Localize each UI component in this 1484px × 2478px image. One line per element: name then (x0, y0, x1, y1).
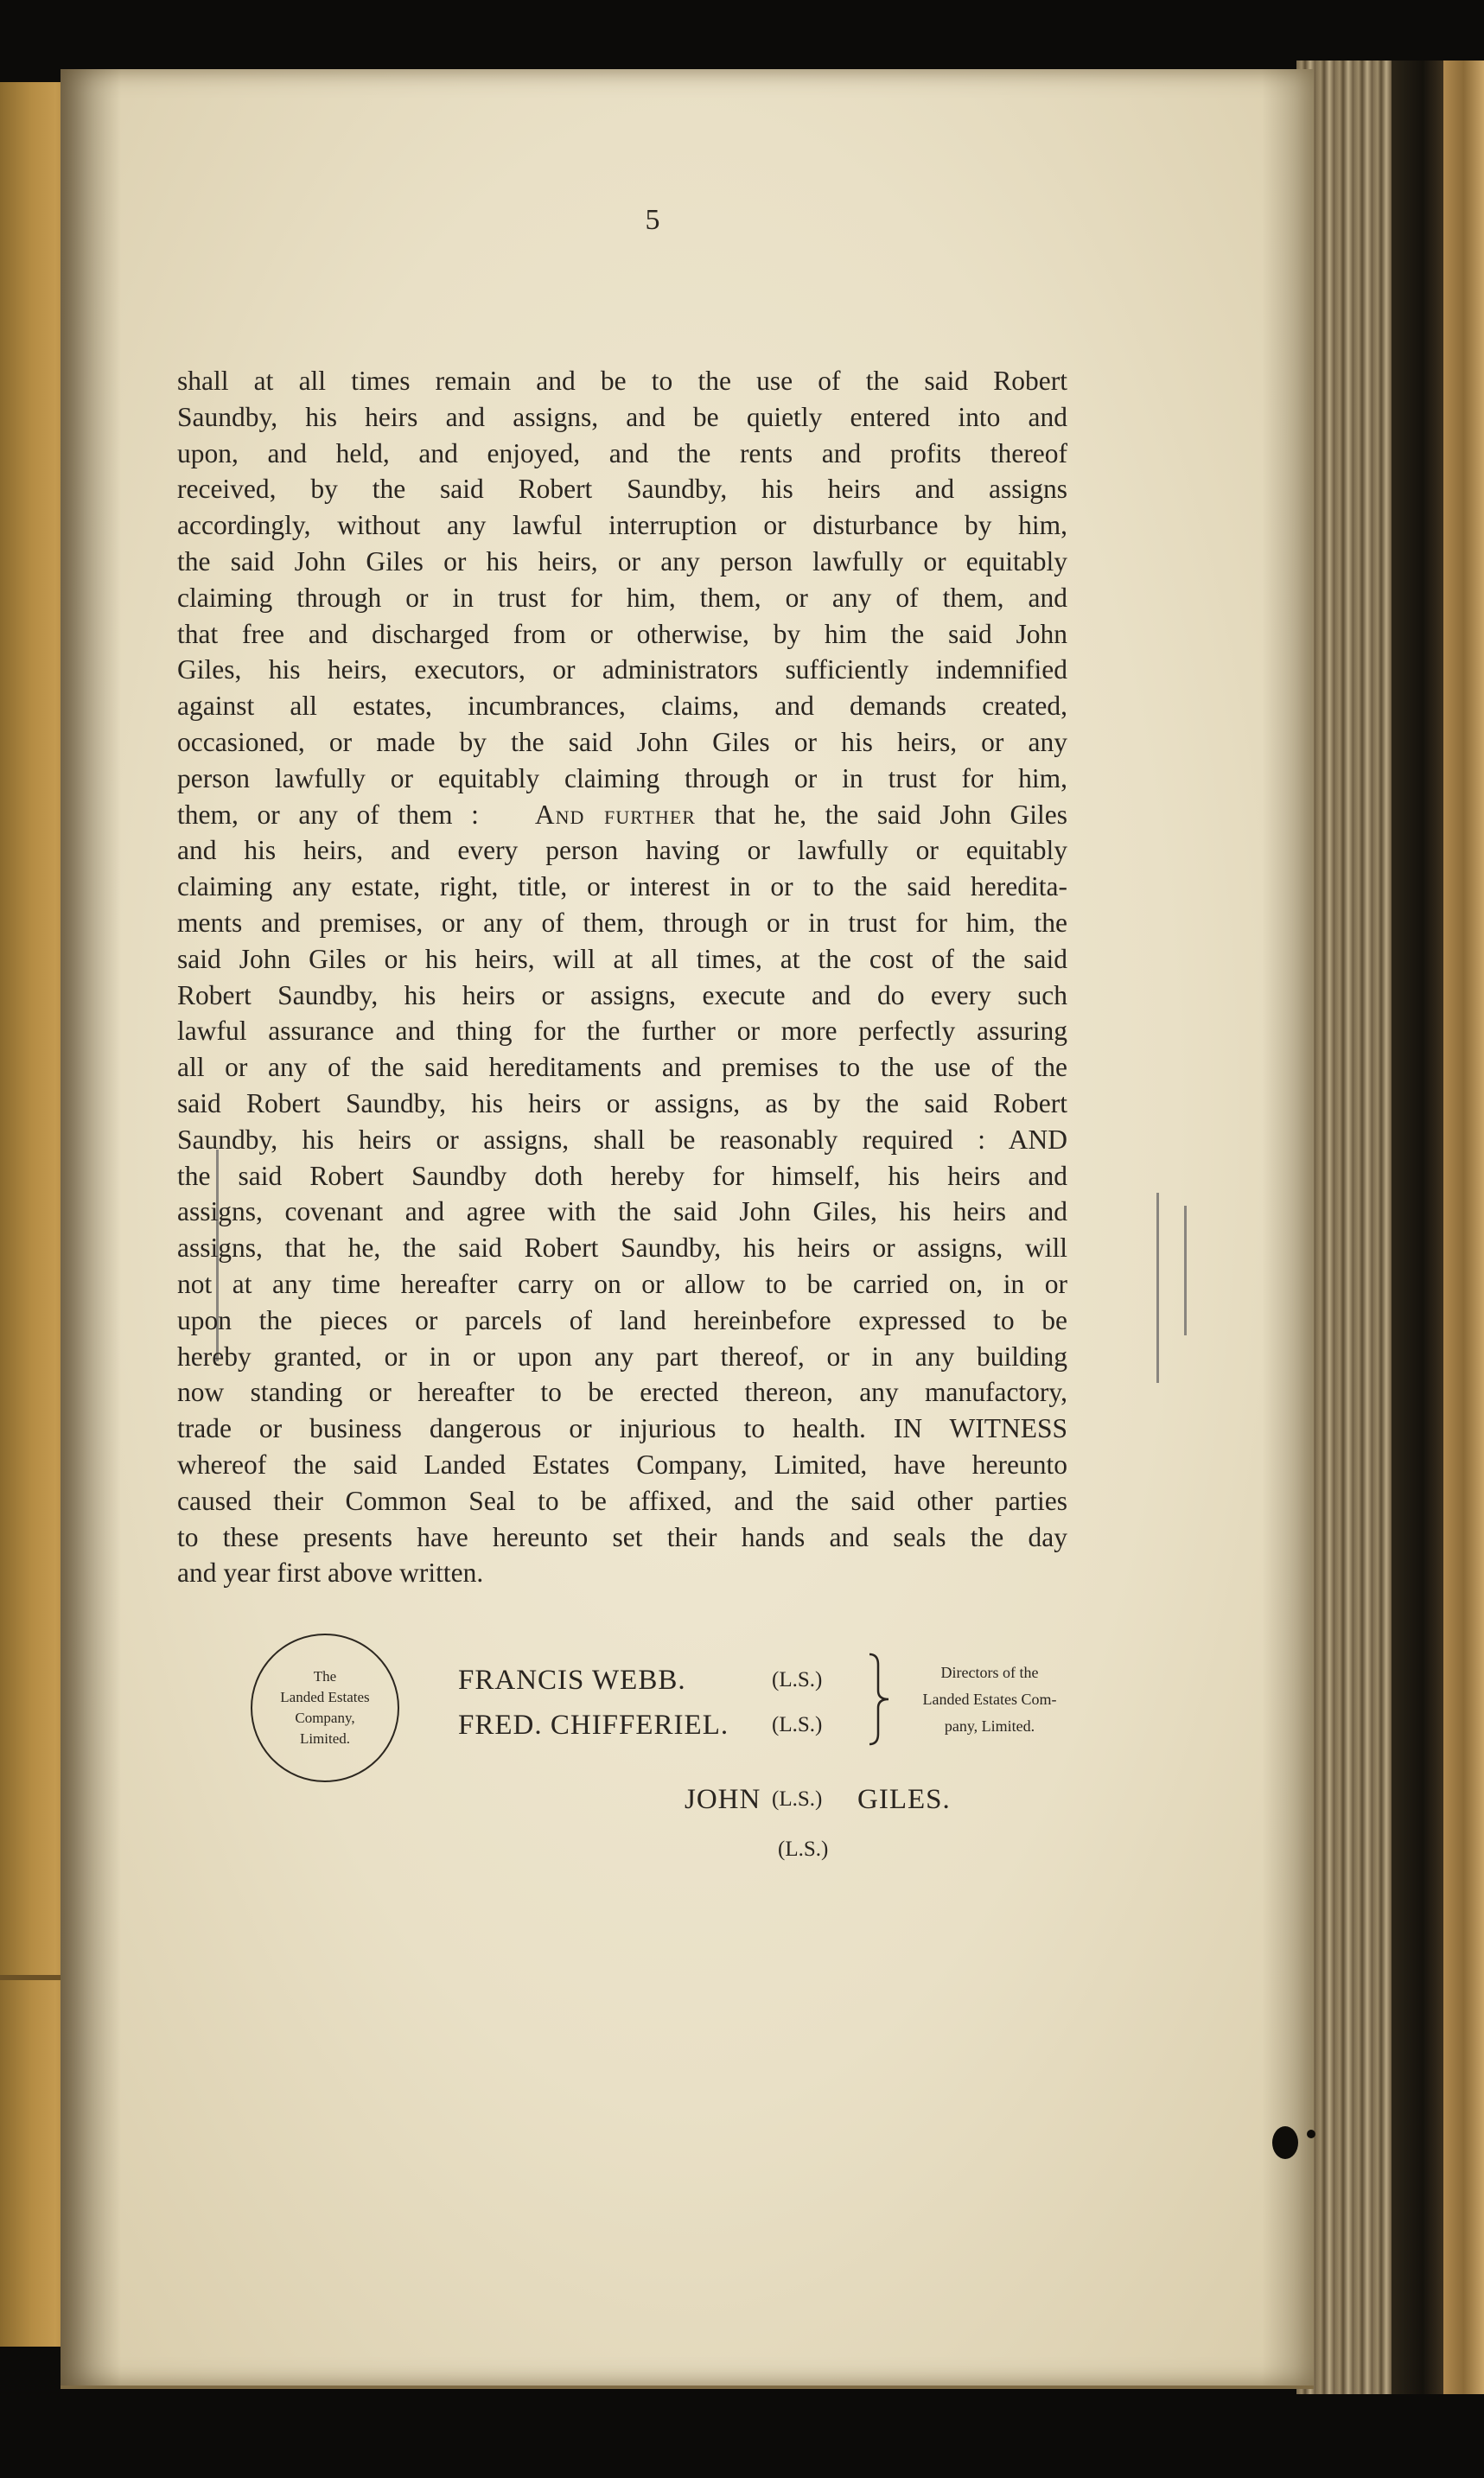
text-line: hereby granted, or in or upon any part thereof, or in any building (177, 1341, 1067, 1372)
text-line: the said John Giles or his heirs, or any person lawfully or equitably (177, 545, 1067, 577)
signature-fred-chifferiel: FRED. CHIFFERIEL. (458, 1710, 729, 1741)
seal-line: Company, (295, 1710, 355, 1726)
text-line: ments and premises, or any of them, through or in trust for him, the (177, 907, 1067, 938)
text-line: that free and discharged from or otherwise, by him the said John (177, 618, 1067, 649)
text-line: now standing or hereafter to be erected thereon, any manufactory, (177, 1377, 1067, 1408)
text-line: claiming any estate, right, title, or interest in or to the said heredita- (177, 871, 1067, 902)
text-line: not at any time hereafter carry on or allow to be carried on, in or (177, 1268, 1067, 1299)
text-line: lawful assurance and thing for the further or more perfectly assuring (177, 1016, 1067, 1047)
seal-line: Limited. (299, 1730, 351, 1747)
text-line: upon the pieces or parcels of land hereinbefore expressed to be (177, 1304, 1067, 1335)
directors-note-line: Directors of the (940, 1664, 1039, 1681)
text-line: Saundby, his heirs and assigns, and be quietly entered into and (177, 401, 1067, 432)
text-line: all or any of the said hereditaments and premises to the use of the (177, 1052, 1067, 1083)
brace-icon (866, 1653, 892, 1746)
pencil-mark-right-1 (1156, 1193, 1159, 1383)
seal-mark: (L.S.) (772, 1787, 823, 1811)
small-caps-phrase: And further (534, 799, 696, 830)
text-line: occasioned, or made by the said John Giles or his heirs, or any (177, 726, 1067, 757)
text-segment: that he, the said John Giles (714, 799, 1067, 830)
deed-body-text (177, 363, 1067, 1591)
text-line: the said Robert Saundby doth hereby for himself, his heirs and (177, 1160, 1067, 1191)
pencil-mark-right-2 (1184, 1206, 1187, 1335)
signature-francis-webb: FRANCIS WEBB. (458, 1665, 686, 1696)
directors-note (899, 1659, 1080, 1740)
page-shadow-right (1262, 69, 1314, 2386)
text-line: upon, and held, and enjoyed, and the rents and profits thereof (177, 437, 1067, 468)
text-line: whereof the said Landed Estates Company, Limited, have hereunto (177, 1449, 1067, 1480)
page-shadow-left (61, 69, 121, 2386)
signature-john-first: JOHN (685, 1784, 761, 1815)
text-line: assigns, covenant and agree with the said John Giles, his heirs and (177, 1196, 1067, 1227)
seal-mark: (L.S.) (772, 1713, 823, 1736)
ink-stain-small (1307, 2130, 1315, 2138)
seal-line: Landed Estates (280, 1689, 370, 1705)
text-line: shall at all times remain and be to the use of the said Robert (177, 366, 1067, 396)
seal-mark: (L.S.) (772, 1668, 823, 1691)
ink-stain (1272, 2126, 1298, 2159)
text-line: assigns, that he, the said Robert Saundby, his heirs or assigns, will (177, 1233, 1067, 1264)
text-line-mixed (177, 797, 1067, 833)
text-line: to these presents have hereunto set their hands and seals the day (177, 1521, 1067, 1552)
book-page-edges (1296, 61, 1484, 2394)
book-cover-edge (1443, 61, 1484, 2394)
seal-line: The (313, 1668, 337, 1685)
book-gutter (1392, 61, 1443, 2394)
company-seal (251, 1634, 399, 1782)
text-line: Giles, his heirs, executors, or administrators sufficiently indemnified (177, 654, 1067, 685)
text-line: Saundby, his heirs or assigns, shall be reasonably required : AND (177, 1124, 1067, 1155)
directors-note-line: Landed Estates Com- (922, 1691, 1057, 1708)
text-line: trade or business dangerous or injurious to health. IN WITNESS (177, 1413, 1067, 1444)
directors-note-line: pany, Limited. (944, 1717, 1035, 1735)
page-number: 5 (645, 204, 660, 236)
text-line: and his heirs, and every person having or lawfully or equitably (177, 835, 1067, 866)
text-segment: them, or any of them : (177, 799, 479, 830)
text-line: and year first above written. (177, 1558, 484, 1589)
text-line: said Robert Saundby, his heirs or assigns, as by the said Robert (177, 1087, 1067, 1118)
text-line: received, by the said Robert Saundby, his heirs and assigns (177, 474, 1067, 505)
seal-mark: (L.S.) (778, 1838, 829, 1861)
text-line: caused their Common Seal to be affixed, and the said other parties (177, 1485, 1067, 1516)
text-line: accordingly, without any lawful interruption or disturbance by him, (177, 510, 1067, 541)
text-line: against all estates, incumbrances, claims, and demands created, (177, 691, 1067, 722)
text-line: person lawfully or equitably claiming through or in trust for him, (177, 762, 1067, 793)
signature-giles-last: GILES. (857, 1784, 951, 1815)
text-line: said John Giles or his heirs, will at all times, at the cost of the said (177, 943, 1067, 974)
text-line: Robert Saundby, his heirs or assigns, execute and do every such (177, 979, 1067, 1010)
text-line: claiming through or in trust for him, them, or any of them, and (177, 582, 1067, 613)
